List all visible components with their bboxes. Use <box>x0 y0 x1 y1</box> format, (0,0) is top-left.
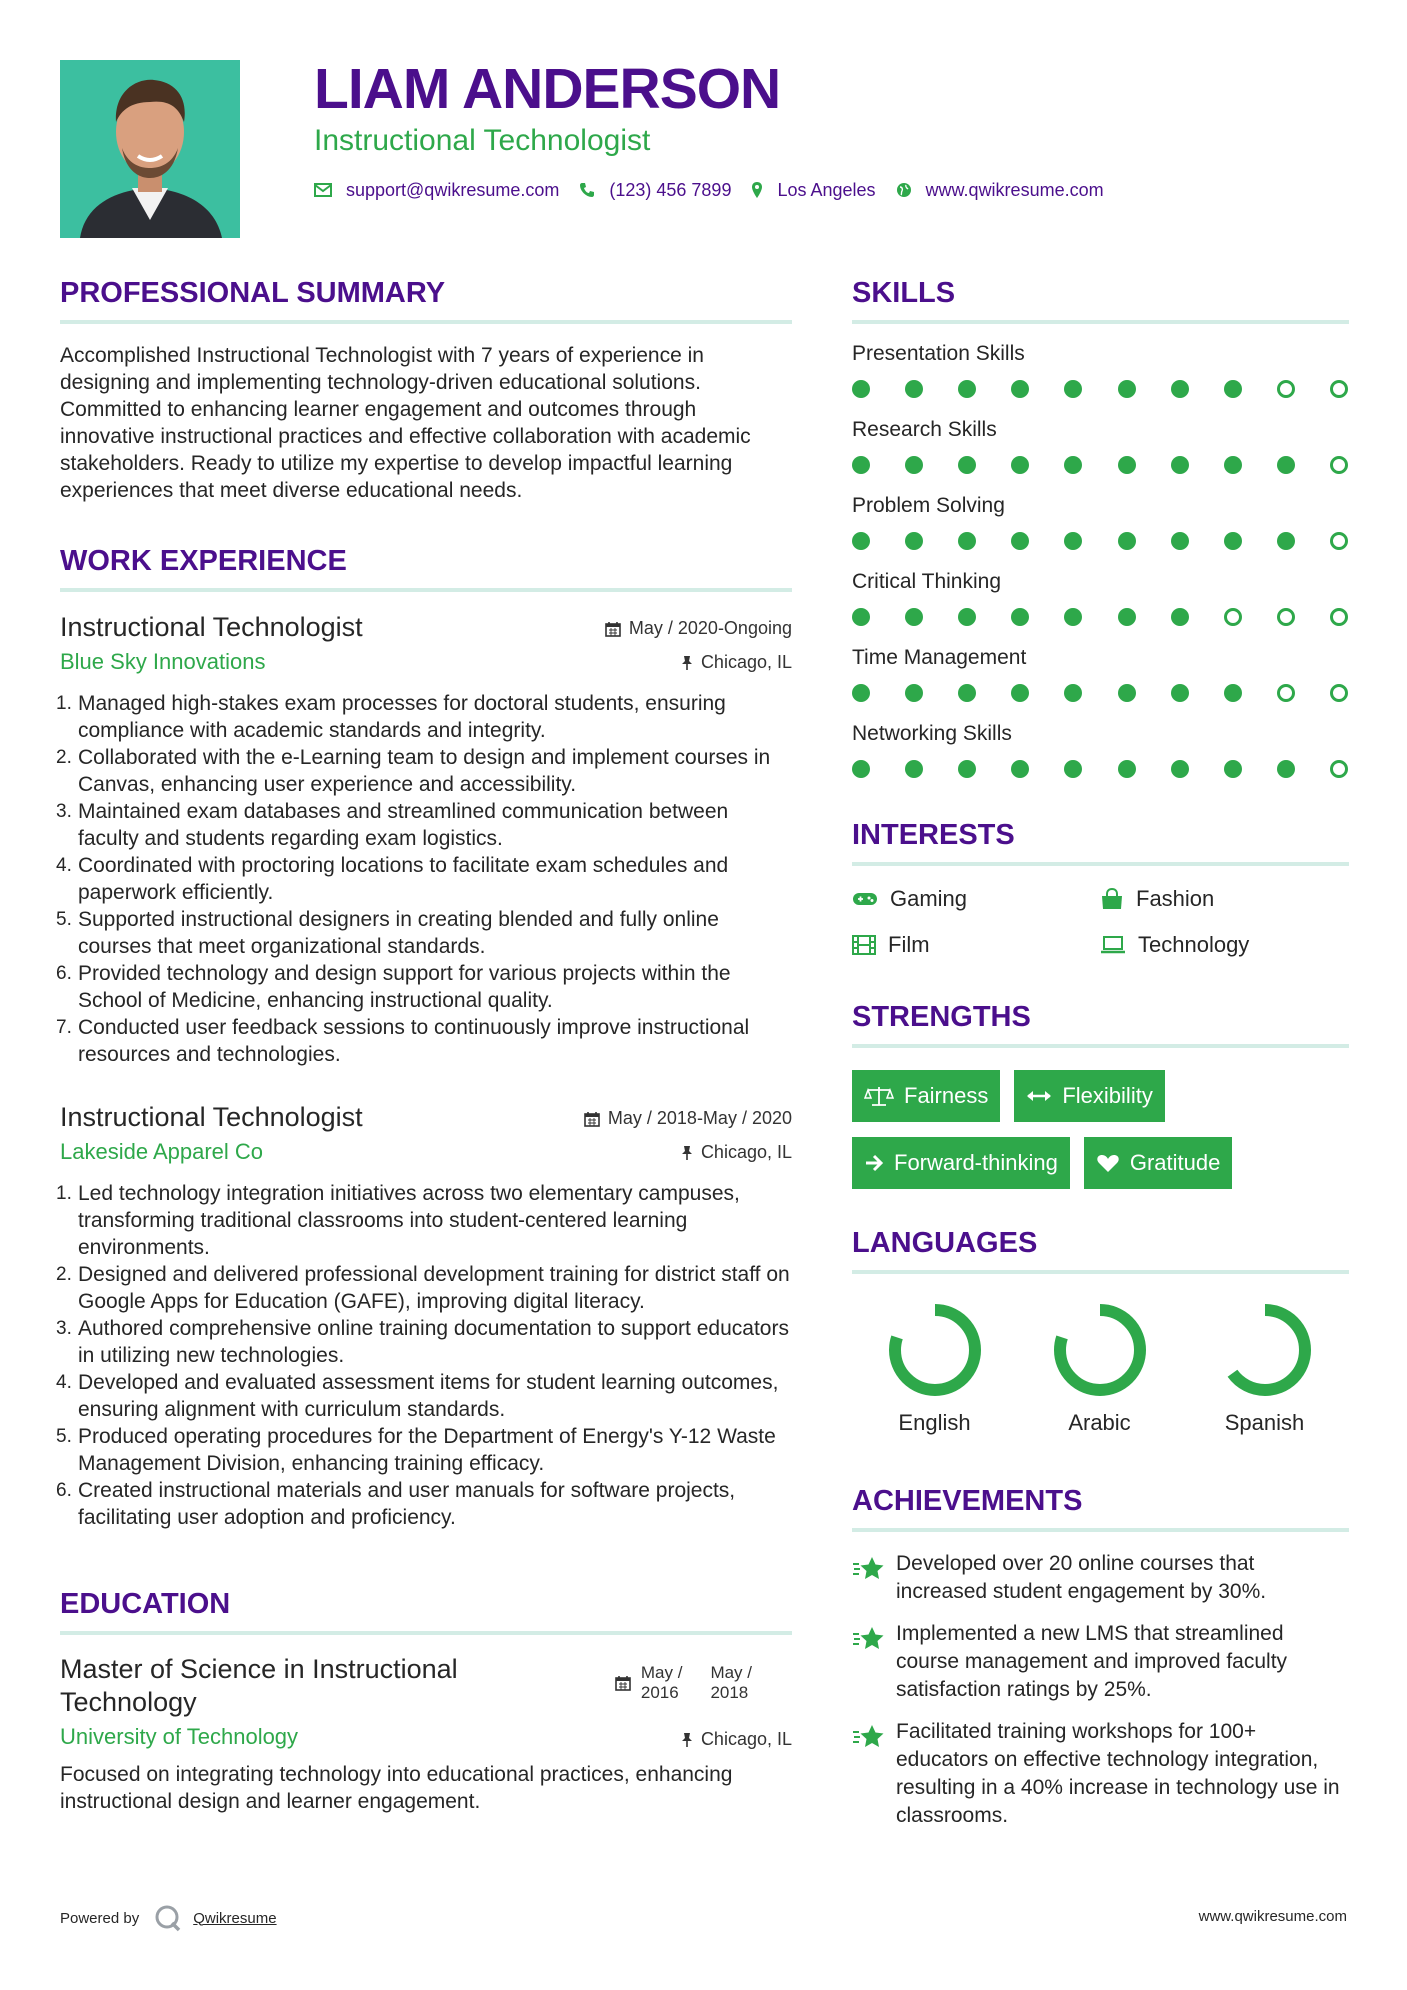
bullet-number: 1. <box>56 1183 72 1204</box>
job-title: Instructional Technologist <box>60 612 363 642</box>
rating-dot-empty <box>1277 380 1295 398</box>
skill-item <box>852 568 1349 628</box>
rating-dot-filled <box>905 684 923 702</box>
skill-item <box>852 492 1349 552</box>
rating-dot-empty <box>1330 456 1348 474</box>
rating-dot-filled <box>905 532 923 550</box>
interest-item <box>1100 886 1348 912</box>
language-gauge-arc <box>895 1310 975 1390</box>
languages-section <box>852 1226 1349 1436</box>
star-shape <box>861 1627 884 1649</box>
rating-dot-filled <box>1118 608 1136 626</box>
education-dates <box>615 1663 792 1703</box>
star-achievement-icon <box>852 1624 886 1652</box>
skill-item <box>852 416 1349 476</box>
interest-item <box>852 932 1100 958</box>
job-bullets <box>56 690 792 1068</box>
interest-item <box>852 886 1100 912</box>
education-location <box>681 1729 792 1750</box>
rating-dot-filled <box>1011 456 1029 474</box>
interest-item <box>1100 932 1348 958</box>
start-month: May / <box>640 1663 683 1682</box>
bullet-number: 4. <box>56 855 72 876</box>
rating-dot-filled <box>958 380 976 398</box>
language-item <box>1017 1302 1182 1436</box>
rating-dot-empty <box>1330 608 1348 626</box>
rating-dot-filled <box>1171 684 1189 702</box>
rating-dot-filled <box>1064 608 1082 626</box>
rating-dot-empty <box>1224 608 1242 626</box>
bullet-number: 5. <box>56 1426 72 1447</box>
rating-dot-filled <box>1171 456 1189 474</box>
envelope-icon <box>314 183 332 197</box>
bullet-number: 7. <box>56 1017 72 1038</box>
end-year: 2018 <box>710 1683 749 1702</box>
language-item <box>1182 1302 1347 1436</box>
skill-rating <box>852 682 1348 704</box>
rating-dot-empty <box>1277 608 1295 626</box>
globe-icon <box>896 182 912 198</box>
interests-list <box>852 886 1349 958</box>
education-description: Focused on integrating technology into educational practices, enhancing instructional design and learner engagement. <box>60 1763 733 1813</box>
bullet-number: 2. <box>56 747 72 768</box>
job-bullet <box>56 1014 792 1068</box>
rating-dot-filled <box>1064 532 1082 550</box>
map-pin-icon <box>751 181 763 199</box>
language-name: English <box>898 1410 971 1435</box>
skill-rating <box>852 530 1348 552</box>
qwikresume-logo-icon <box>153 1903 183 1933</box>
job-date <box>605 618 792 639</box>
bullet-text: Conducted user feedback sessions to continuously improve instructional resources and technologies. <box>78 1016 750 1066</box>
rating-dot-filled <box>1118 532 1136 550</box>
left-column <box>56 276 792 1815</box>
bullet-text: Supported instructional designers in creating blended and fully online courses that meet organizational standards. <box>78 908 719 958</box>
strengths-section <box>852 1000 1349 1204</box>
rating-dot-filled <box>1011 532 1029 550</box>
rating-dot-filled <box>1224 760 1242 778</box>
bullet-text: Authored comprehensive online training documentation to support educators in utilizing new technologies. <box>78 1317 789 1367</box>
section-divider <box>852 1270 1349 1274</box>
job-bullet <box>56 1423 792 1477</box>
rating-dot-filled <box>1171 608 1189 626</box>
language-item <box>852 1302 1017 1436</box>
job-bullet <box>56 798 792 852</box>
rating-dot-filled <box>1064 456 1082 474</box>
star-achievement-icon <box>852 1722 886 1750</box>
section-divider <box>852 1044 1349 1048</box>
achievement-item <box>852 1550 1349 1606</box>
email-text: support@qwikresume.com <box>346 179 560 200</box>
rating-dot-filled <box>852 456 870 474</box>
gamepad-icon <box>852 891 878 907</box>
rating-dot-filled <box>1224 456 1242 474</box>
bullet-number: 3. <box>56 801 72 822</box>
job-date-text: May / 2020-Ongoing <box>628 618 792 638</box>
rating-dot-filled <box>1011 608 1029 626</box>
bullet-number: 6. <box>56 963 72 984</box>
job-date <box>584 1108 792 1129</box>
bullet-text: Provided technology and design support for various projects within the School of Medicine, enhancing instructional quality. <box>78 962 731 1012</box>
calendar-icon <box>615 1675 631 1691</box>
achievements-list <box>852 1550 1349 1830</box>
phone-icon <box>579 182 595 198</box>
achievement-text: Developed over 20 online courses that increased student engagement by 30%. <box>896 1552 1267 1603</box>
language-name: Arabic <box>1068 1410 1131 1435</box>
location-text: Los Angeles <box>777 179 876 200</box>
pushpin-icon <box>681 1145 693 1161</box>
job-location <box>681 652 792 673</box>
bullet-text: Maintained exam databases and streamlined communication between faculty and students regarding exam logistics. <box>78 800 729 850</box>
rating-dot-empty <box>1330 380 1348 398</box>
language-gauge <box>1217 1302 1313 1398</box>
achievement-item <box>852 1718 1349 1830</box>
end-date <box>710 1663 752 1703</box>
rating-dot-empty <box>1330 684 1348 702</box>
achievement-text: Facilitated training workshops for 100+ educators on effective technology integration, resulting in a 40% increase in technology use in classrooms. <box>896 1720 1340 1827</box>
strength-tag <box>1014 1070 1164 1122</box>
rating-dot-filled <box>1277 532 1295 550</box>
motion-lines <box>853 1732 860 1742</box>
language-gauge <box>887 1302 983 1398</box>
skill-item <box>852 340 1349 400</box>
section-title: PROFESSIONAL SUMMARY <box>60 277 446 309</box>
skill-name: Critical Thinking <box>852 570 1001 593</box>
skills-section <box>852 276 1349 780</box>
candidate-title: Instructional Technologist <box>314 124 651 157</box>
bullet-number: 1. <box>56 693 72 714</box>
contact-phone[interactable] <box>579 180 731 201</box>
bullet-number: 5. <box>56 909 72 930</box>
bullet-number: 4. <box>56 1372 72 1393</box>
section-divider <box>852 1528 1349 1532</box>
rating-dot-filled <box>1277 456 1295 474</box>
arrow-right-icon <box>864 1154 884 1172</box>
job-location-text: Chicago, IL <box>700 652 792 672</box>
bullet-number: 6. <box>56 1480 72 1501</box>
job-location-text: Chicago, IL <box>700 1142 792 1162</box>
section-title: SKILLS <box>852 277 956 309</box>
rating-dot-filled <box>958 760 976 778</box>
rating-dot-filled <box>1064 380 1082 398</box>
skills-list <box>852 340 1349 780</box>
rating-dot-filled <box>852 608 870 626</box>
phone-text: (123) 456 7899 <box>609 179 732 200</box>
section-divider <box>60 1631 792 1635</box>
strength-tag <box>1084 1137 1233 1189</box>
rating-dot-empty <box>1330 760 1348 778</box>
skill-name: Networking Skills <box>852 722 1012 745</box>
interest-label: Film <box>888 932 930 957</box>
avatar <box>60 60 240 238</box>
bullet-text: Developed and evaluated assessment items for student learning outcomes, ensuring alignment with curriculum standards. <box>78 1371 779 1421</box>
rating-dot-filled <box>905 760 923 778</box>
achievement-item <box>852 1620 1349 1704</box>
rating-dot-filled <box>852 684 870 702</box>
job-bullet <box>56 1261 792 1315</box>
calendar-icon <box>605 621 621 637</box>
experience-section <box>56 544 792 1531</box>
section-divider <box>852 862 1349 866</box>
skill-name: Presentation Skills <box>852 342 1025 365</box>
pushpin-icon <box>681 655 693 671</box>
skill-rating <box>852 606 1348 628</box>
interest-label: Technology <box>1138 932 1250 957</box>
language-gauge <box>1052 1302 1148 1398</box>
bullet-text: Produced operating procedures for the Department of Energy's Y-12 Waste Management Division, enhancing training efficacy. <box>78 1425 776 1475</box>
job-entry <box>56 610 792 1068</box>
strength-label: Flexibility <box>1062 1083 1153 1108</box>
skill-item <box>852 644 1349 704</box>
section-title: LANGUAGES <box>852 1227 1038 1259</box>
rating-dot-filled <box>1277 760 1295 778</box>
rating-dot-filled <box>1171 532 1189 550</box>
language-name: Spanish <box>1224 1410 1305 1435</box>
job-bullets <box>56 1180 792 1531</box>
film-icon <box>852 935 876 955</box>
skill-name: Research Skills <box>852 418 997 441</box>
section-divider <box>60 588 792 592</box>
rating-dot-filled <box>852 760 870 778</box>
rating-dot-filled <box>1064 684 1082 702</box>
skill-name: Problem Solving <box>852 494 1005 517</box>
job-bullet <box>56 690 792 744</box>
job-entry <box>56 1100 792 1531</box>
company-name: Lakeside Apparel Co <box>60 1139 264 1164</box>
rating-dot-filled <box>905 456 923 474</box>
job-bullet <box>56 852 792 906</box>
shopping-bag-icon <box>1100 888 1124 910</box>
education-location-text: Chicago, IL <box>700 1729 792 1749</box>
rating-dot-filled <box>1224 532 1242 550</box>
bullet-number: 3. <box>56 1318 72 1339</box>
footer-url[interactable]: www.qwikresume.com <box>1198 1908 1347 1925</box>
laptop-icon <box>1100 936 1126 954</box>
rating-dot-filled <box>958 608 976 626</box>
rating-dot-filled <box>1224 684 1242 702</box>
rating-dot-filled <box>958 684 976 702</box>
summary-section <box>60 276 792 504</box>
bullet-text: Managed high-stakes exam processes for doctoral students, ensuring compliance with academic standards and integrity. <box>78 692 726 742</box>
job-bullet <box>56 1369 792 1423</box>
star-shape <box>861 1557 884 1579</box>
bullet-text: Collaborated with the e-Learning team to design and implement courses in Canvas, enhancing user experience and accessibility. <box>78 746 771 796</box>
rating-dot-filled <box>1171 760 1189 778</box>
candidate-name: LIAM ANDERSON <box>314 57 781 121</box>
skill-item <box>852 720 1349 780</box>
balance-scale-icon <box>864 1085 894 1107</box>
motion-lines <box>853 1564 860 1574</box>
strengths-list <box>852 1070 1349 1204</box>
section-title: STRENGTHS <box>852 1001 1031 1033</box>
section-divider <box>60 320 792 324</box>
website-text: www.qwikresume.com <box>925 179 1104 200</box>
section-title: ACHIEVEMENTS <box>852 1485 1083 1517</box>
section-divider <box>852 320 1349 324</box>
right-column <box>852 276 1349 1830</box>
rating-dot-filled <box>1011 684 1029 702</box>
rating-dot-empty <box>1277 684 1295 702</box>
motion-lines <box>853 1634 860 1644</box>
contact-website[interactable] <box>896 180 1104 201</box>
skill-rating <box>852 378 1348 400</box>
rating-dot-filled <box>1118 456 1136 474</box>
strength-label: Gratitude <box>1129 1150 1221 1175</box>
contact-bar <box>314 176 1124 204</box>
rating-dot-filled <box>1118 760 1136 778</box>
start-date <box>641 1663 683 1703</box>
skill-rating <box>852 758 1348 780</box>
start-year: 2016 <box>640 1683 679 1702</box>
bullet-text: Led technology integration initiatives across two elementary campuses, transforming traditional classrooms into student-centered learning environments. <box>78 1182 740 1259</box>
rating-dot-filled <box>958 532 976 550</box>
rating-dot-filled <box>1118 380 1136 398</box>
heart-icon <box>1096 1153 1120 1173</box>
job-bullet <box>56 960 792 1014</box>
interest-label: Fashion <box>1136 886 1215 911</box>
rating-dot-filled <box>905 608 923 626</box>
rating-dot-filled <box>1118 684 1136 702</box>
achievement-text: Implemented a new LMS that streamlined course management and improved faculty satisfaction ratings by 25%. <box>896 1622 1288 1701</box>
end-month: May / <box>710 1663 752 1682</box>
job-bullet <box>56 1180 792 1261</box>
skill-rating <box>852 454 1348 476</box>
strength-tag <box>852 1137 1070 1189</box>
interest-label: Gaming <box>890 886 968 911</box>
star-achievement-icon <box>852 1554 886 1582</box>
contact-email[interactable] <box>314 180 559 201</box>
bullet-text: Designed and delivered professional development training for district staff on Google Apps for Education (GAFE), improving digital literacy. <box>78 1263 790 1313</box>
powered-by-text: Powered by <box>60 1909 140 1927</box>
languages-list <box>852 1302 1349 1436</box>
star-shape <box>861 1725 884 1747</box>
contact-location <box>751 180 875 201</box>
profile-photo <box>60 60 240 238</box>
job-date-text: May / 2018-May / 2020 <box>607 1108 792 1128</box>
skill-name: Time Management <box>852 646 1027 669</box>
degree-title: Master of Science in Instructional Technology <box>60 1654 458 1717</box>
bullet-number: 2. <box>56 1264 72 1285</box>
company-name: Blue Sky Innovations <box>60 649 266 674</box>
section-title: EDUCATION <box>60 1588 231 1620</box>
footer-powered-by <box>60 1903 277 1933</box>
bullet-text: Coordinated with proctoring locations to facilitate exam schedules and paperwork efficiently. <box>78 854 729 904</box>
rating-dot-filled <box>958 456 976 474</box>
rating-dot-empty <box>1330 532 1348 550</box>
rating-dot-filled <box>1171 380 1189 398</box>
rating-dot-filled <box>852 380 870 398</box>
rating-dot-filled <box>905 380 923 398</box>
brand-link[interactable]: Qwikresume <box>193 1909 277 1927</box>
job-bullet <box>56 1477 792 1531</box>
language-gauge-arc <box>1060 1310 1140 1390</box>
job-bullet <box>56 744 792 798</box>
job-title: Instructional Technologist <box>60 1102 363 1132</box>
rating-dot-filled <box>1224 380 1242 398</box>
job-bullet <box>56 906 792 960</box>
rating-dot-filled <box>852 532 870 550</box>
strength-label: Fairness <box>904 1083 989 1108</box>
pushpin-icon <box>681 1732 693 1748</box>
calendar-icon <box>584 1111 600 1127</box>
job-bullet <box>56 1315 792 1369</box>
section-title: INTERESTS <box>852 819 1015 851</box>
bullet-text: Created instructional materials and user manuals for software projects, facilitating user adoption and proficiency. <box>78 1479 736 1529</box>
job-location <box>681 1142 792 1163</box>
strength-tag <box>852 1070 1000 1122</box>
achievements-section <box>852 1484 1349 1830</box>
rating-dot-filled <box>1011 380 1029 398</box>
rating-dot-filled <box>1011 760 1029 778</box>
education-entry <box>60 1653 792 1815</box>
interests-section <box>852 818 1349 958</box>
section-title: WORK EXPERIENCE <box>60 545 347 577</box>
strength-label: Forward-thinking <box>894 1150 1058 1175</box>
education-section <box>60 1587 792 1815</box>
school-name: University of Technology <box>60 1724 299 1749</box>
arrows-horizontal-icon <box>1026 1089 1052 1103</box>
summary-text: Accomplished Instructional Technologist with 7 years of experience in designing and implementing technology-driven educational solutions. Committed to enhancing learner engagement and outcomes through innovative instructional practices and effective collaboration with academic stakeholders. Ready to utilize my expertise to develop impactful learning experiences that meet diverse educational needs. <box>60 344 751 502</box>
language-gauge-arc <box>1225 1310 1305 1390</box>
rating-dot-filled <box>1064 760 1082 778</box>
